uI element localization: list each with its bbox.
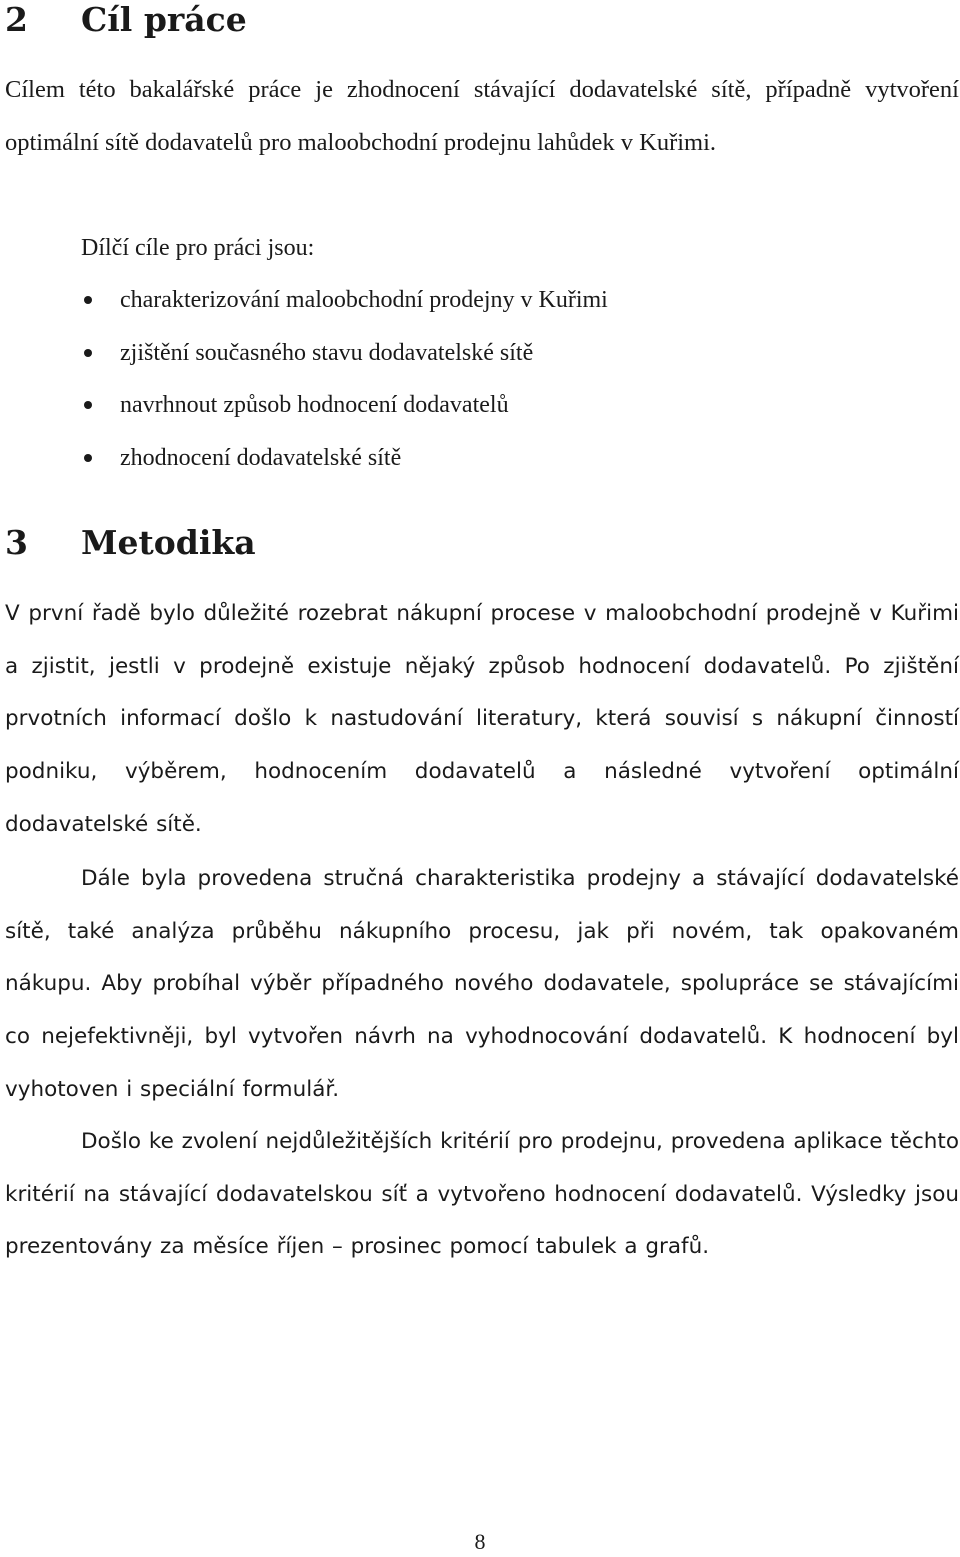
list-item-text: navrhnout způsob hodnocení dodavatelů	[120, 392, 509, 419]
section-2-intro-paragraph: Cílem této bakalářské práce je zhodnocení stávající dodavatelské sítě, případně vytvoření optimální sítě dodavatelů pro maloobchodní prodejnu lahůdek v Kuřimi.	[5, 76, 959, 156]
list-item	[81, 274, 608, 327]
methodology-paragraph-1: V první řadě bylo důležité rozebrat nákupní procese v maloobchodní prodejně v Kuřimi a zjistit, jestli v prodejně existuje nějaký způsob hodnocení dodavatelů. Po zjištění prvotních informací došlo k nastudování literatury, která souvisí s nákupní činností podniku, výběrem, hodnocením dodavatelů a následné vytvoření optimální dodavatelské sítě.	[5, 601, 959, 837]
list-item	[81, 432, 608, 485]
bullet-icon	[84, 296, 92, 304]
list-item	[81, 379, 608, 432]
list-item-text: charakterizování maloobchodní prodejny v Kuřimi	[120, 287, 608, 313]
section-2-title: Cíl práce	[81, 0, 247, 39]
list-item	[81, 327, 608, 380]
bullet-icon	[84, 349, 92, 357]
section-3-number: 3	[5, 523, 28, 562]
section-3-title: Metodika	[81, 523, 256, 562]
subgoals-list	[81, 274, 608, 485]
bullet-icon	[84, 401, 92, 409]
section-2-heading	[5, 0, 247, 40]
methodology-paragraph-3: Došlo ke zvolení nejdůležitějších kritérií pro prodejnu, provedena aplikace těchto kritérií na stávající dodavatelskou síť a vytvořeno hodnocení dodavatelů. Výsledky jsou prezentovány za měsíce říjen – prosinec pomocí tabulek a grafů.	[5, 1129, 959, 1260]
bullet-icon	[84, 454, 92, 462]
list-item-text: zhodnocení dodavatelské sítě	[120, 445, 402, 472]
subgoals-intro: Dílčí cíle pro práci jsou:	[81, 235, 315, 261]
list-item-text: zjištění současného stavu dodavatelské sítě	[120, 339, 534, 366]
section-3-heading	[5, 523, 256, 563]
methodology-paragraph-2: Dále byla provedena stručná charakteristika prodejny a stávající dodavatelské sítě, také analýza průběhu nákupního procesu, jak při novém, tak opakovaném nákupu. Aby probíhal výběr případného nového dodavatele, spolupráce se stávajícími co nejefektivněji, byl vytvořen návrh na vyhodnocování dodavatelů. K hodnocení byl vyhotoven i speciální formulář.	[5, 866, 959, 1102]
section-2-number: 2	[5, 0, 28, 39]
page-number: 8	[474, 1529, 486, 1554]
